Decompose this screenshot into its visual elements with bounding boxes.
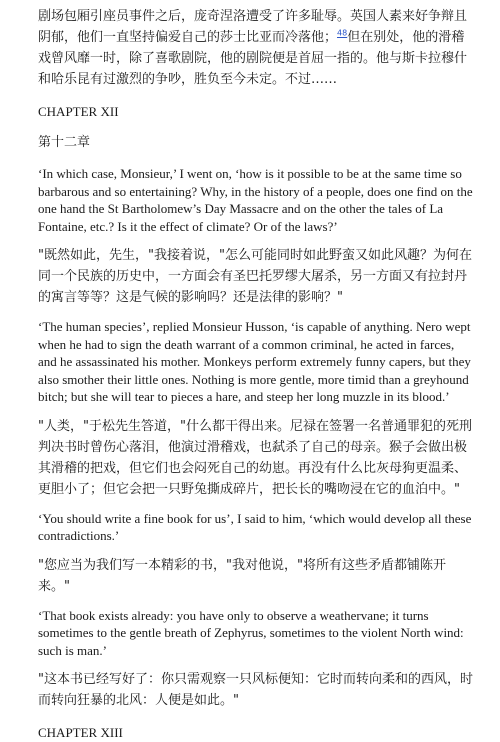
paragraph-en: ‘In which case, Monsieur,’ I went on, ‘how is it possible to be at the same time so barbarous and so entertaining? Why, in the history of a people, does one find on the one hand the St Bartholomew’s Day Massacre and on the other the tales of La Fontaine, etc.? Is it the effect of climate? Or of the laws?’ (38, 166, 473, 234)
paragraph-en: ‘That book exists already: you have only to observe a weathervane; it turns sometimes to the gentle breath of Zephyrus, sometimes to the violent North wind: such is man.’ (38, 607, 464, 658)
paragraph-text: 但在别处，他的滑稽戏曾风靡一时，除了喜歌剧院，他的剧院便是首屈一指的。他与斯卡拉穆什和哈乐昆有过激烈的争吵，胜负至今未定。不过…… (38, 30, 468, 87)
paragraph-zh: "既然如此，先生，"我接着说，"怎么可能同时如此野蛮又如此风趣？为何在同一个民族的历史中，一方面会有圣巴托罗缪大屠杀，另一方面又有拉封丹的寓言等等？这是气候的影响吗？还是法律的影响？" (38, 248, 472, 305)
paragraph-text: 剧场包厢引座员事件之后，庞奇涅洛遭受了许多耻辱。英国人素来好争辩且阴郁，他们一直坚持偏爱自己的莎士比亚而冷落他； (38, 9, 468, 45)
paragraph-zh-intro (38, 6, 474, 90)
chapter-heading-en: CHAPTER XIII (38, 725, 123, 740)
paragraph-zh: "您应当为我们写一本精彩的书，"我对他说，"将所有这些矛盾都铺陈开来。" (38, 557, 446, 594)
footnote-link[interactable]: 48 (337, 28, 348, 38)
chapter-heading-en: CHAPTER XII (38, 104, 119, 119)
paragraph-en: ‘The human species’, replied Monsieur Husson, ‘is capable of anything. Nero wept when he had to sign the death warrant of a common criminal, he acted in farces, and he assassinated his mother. Monkeys perform extremely funny capers, but they also smother their little ones. Nothing is more gentle, more timid than a greyhound bitch; but she will tear to pieces a hare, and steep her long muzzle in its blood.’ (38, 319, 471, 404)
paragraph-zh: "人类，"于松先生答道，"什么都干得出来。尼禄在签署一名普通罪犯的死刑判决书时曾伤心落泪，他演过滑稽戏，也弑杀了自己的母亲。猴子会做出极其滑稽的把戏，但它们也会闷死自己的幼崽。再没有什么比灰母狗更温柔、更胆小了；但它会把一只野兔撕成碎片，把长长的嘴吻浸在它的血泊中。" (38, 418, 472, 497)
paragraph-en: ‘You should write a fine book for us’, I said to him, ‘which would develop all these contradictions.’ (38, 510, 472, 543)
paragraph-zh: "这本书已经写好了：你只需观察一只风标便知：它时而转向柔和的西风，时而转向狂暴的北风：人便是如此。" (38, 672, 473, 708)
chapter-heading-zh: 第十二章 (38, 135, 91, 150)
document-page (38, 6, 474, 742)
